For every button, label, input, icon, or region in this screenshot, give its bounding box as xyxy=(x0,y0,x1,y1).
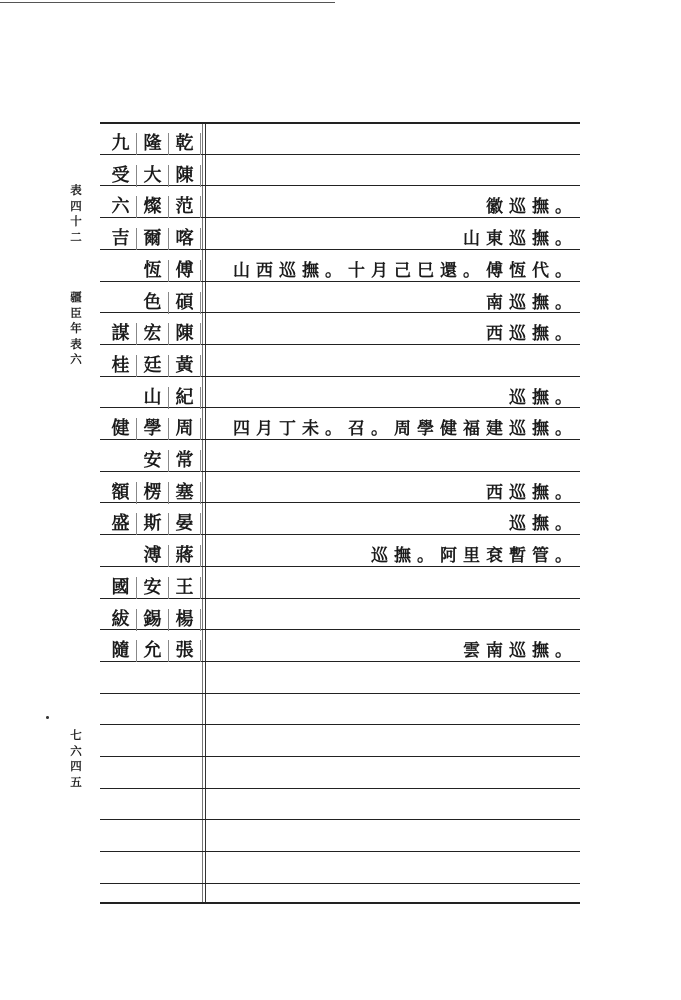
margin-title-char: 二 xyxy=(70,229,82,244)
margin-title-char: 四 xyxy=(70,198,82,213)
appointment-note: 雲南巡撫。 xyxy=(463,641,578,661)
name-char: 錫 xyxy=(137,609,169,631)
name-char: 額 xyxy=(105,482,137,504)
rule-line xyxy=(100,883,580,884)
scan-edge-line xyxy=(0,2,335,3)
official-name xyxy=(100,287,201,319)
appointment-note xyxy=(208,350,578,382)
margin-subtitle xyxy=(64,290,88,368)
name-char: 乾 xyxy=(169,133,201,155)
official-name xyxy=(100,223,201,255)
margin-title xyxy=(64,183,88,245)
appointment-note: 西巡撫。 xyxy=(486,324,578,344)
column-divider xyxy=(205,122,206,904)
name-char: 廷 xyxy=(137,355,169,377)
name-char: 周 xyxy=(169,418,201,440)
appointment-note xyxy=(208,445,578,477)
name-char: 爾 xyxy=(137,228,169,250)
page-number xyxy=(64,728,88,790)
margin-subtitle-char: 表 xyxy=(70,336,82,351)
official-name xyxy=(100,508,201,540)
name-char: 楊 xyxy=(169,609,201,631)
margin-subtitle-char: 疆 xyxy=(70,290,82,304)
name-char: 斯 xyxy=(137,513,169,535)
rule-line xyxy=(100,724,580,725)
name-char: 受 xyxy=(105,165,137,187)
official-name xyxy=(100,635,201,667)
name-char: 恆 xyxy=(137,260,169,282)
page-number-char: 五 xyxy=(70,774,82,789)
appointment-note: 西巡撫。 xyxy=(486,483,578,503)
appointment-note xyxy=(208,604,578,636)
official-name xyxy=(100,350,201,382)
name-char: 常 xyxy=(169,450,201,472)
ink-dot xyxy=(46,716,49,719)
name-char: 塞 xyxy=(169,482,201,504)
name-char: 國 xyxy=(105,577,137,599)
official-name xyxy=(100,413,201,445)
name-char: 隆 xyxy=(137,133,169,155)
name-char: 黃 xyxy=(169,355,201,377)
official-name xyxy=(100,160,201,192)
appointment-note: 巡撫。 xyxy=(509,514,578,534)
official-name xyxy=(100,572,201,604)
official-name xyxy=(100,318,201,350)
name-char: 大 xyxy=(137,165,169,187)
name-char: 楞 xyxy=(137,482,169,504)
official-name xyxy=(100,128,201,160)
name-char: 謀 xyxy=(105,323,137,345)
name-char: 王 xyxy=(169,577,201,599)
appointment-note: 巡撫。阿里袞暫管。 xyxy=(371,546,578,566)
name-char: 蔣 xyxy=(169,545,201,567)
name-char: 張 xyxy=(169,640,201,662)
appointment-note xyxy=(208,128,578,160)
rule-line xyxy=(100,756,580,757)
official-name xyxy=(100,540,201,572)
rule-line xyxy=(100,851,580,852)
column-divider xyxy=(202,122,203,904)
appointment-note: 徽巡撫。 xyxy=(486,197,578,217)
official-name xyxy=(100,604,201,636)
name-char: 傅 xyxy=(169,260,201,282)
name-char: 碩 xyxy=(169,292,201,314)
name-char: 陳 xyxy=(169,165,201,187)
name-char: 學 xyxy=(137,418,169,440)
name-char: 紀 xyxy=(169,387,201,409)
appointment-note: 山西巡撫。十月己巳還。傅恆代。 xyxy=(233,261,578,281)
official-name xyxy=(100,445,201,477)
name-char: 安 xyxy=(137,450,169,472)
appointment-note xyxy=(208,160,578,192)
rule-line xyxy=(100,902,580,904)
margin-title-char: 表 xyxy=(70,183,82,197)
name-char: 晏 xyxy=(169,513,201,535)
margin-title-char: 十 xyxy=(70,214,82,228)
name-char: 陳 xyxy=(169,323,201,345)
name-char: 安 xyxy=(137,577,169,599)
margin-subtitle-char: 臣 xyxy=(70,305,82,320)
official-name xyxy=(100,191,201,223)
name-char: 允 xyxy=(137,640,169,662)
appointment-note: 四月丁未。召。周學健福建巡撫。 xyxy=(233,419,578,439)
name-char: 燦 xyxy=(137,196,169,218)
appointment-note: 山東巡撫。 xyxy=(463,229,578,249)
ruled-table xyxy=(100,122,580,904)
margin-subtitle-char: 六 xyxy=(70,352,82,366)
rule-line xyxy=(100,788,580,789)
name-char: 九 xyxy=(105,133,137,155)
name-char: 喀 xyxy=(169,228,201,250)
margin-subtitle-char: 年 xyxy=(70,321,82,335)
rule-line xyxy=(100,122,580,124)
name-char: 桂 xyxy=(105,355,137,377)
rule-line xyxy=(100,819,580,820)
name-char: 宏 xyxy=(137,323,169,345)
name-char: 健 xyxy=(105,418,137,440)
name-char: 山 xyxy=(137,387,169,409)
name-char: 范 xyxy=(169,196,201,218)
name-char: 六 xyxy=(105,196,137,218)
official-name xyxy=(100,477,201,509)
name-char: 紱 xyxy=(105,609,137,631)
name-char: 色 xyxy=(137,292,169,314)
page-number-char: 六 xyxy=(70,743,82,758)
name-char: 溥 xyxy=(137,545,169,567)
page-number-char: 七 xyxy=(70,728,82,742)
official-name xyxy=(100,255,201,287)
rule-line xyxy=(100,693,580,694)
appointment-note: 南巡撫。 xyxy=(486,293,578,313)
name-char: 盛 xyxy=(105,513,137,535)
page-number-char: 四 xyxy=(70,759,82,773)
appointment-note: 巡撫。 xyxy=(509,388,578,408)
name-char: 吉 xyxy=(105,228,137,250)
appointment-note xyxy=(208,572,578,604)
name-char: 隨 xyxy=(105,640,137,662)
official-name xyxy=(100,382,201,414)
